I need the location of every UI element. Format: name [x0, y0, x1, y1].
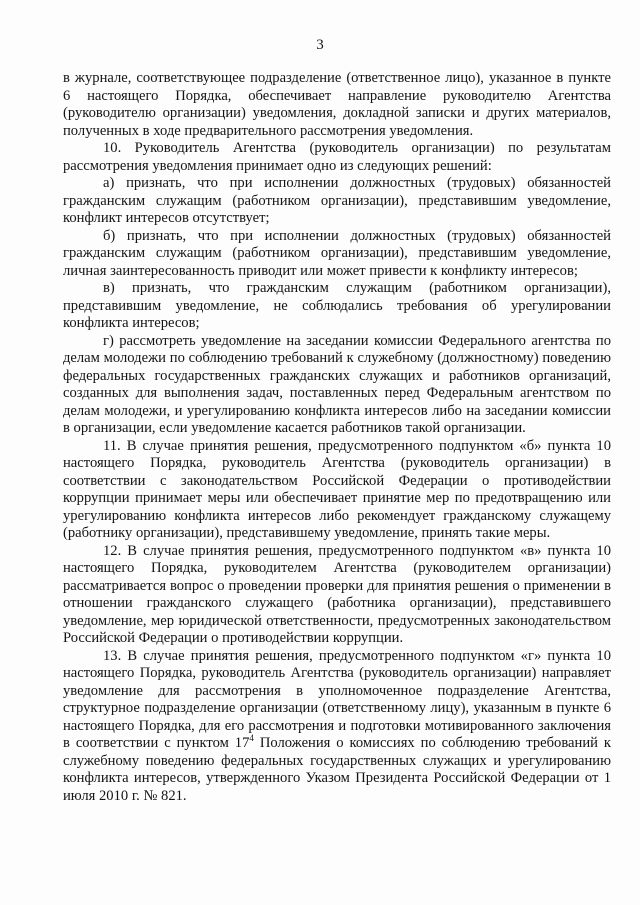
footnote-superscript: 4 — [249, 733, 254, 744]
document-body — [63, 70, 611, 805]
paragraph-continuation: в журнале, соответствующее подразделение (ответственное лицо), указанное в пункте 6 настоящего Порядка, обеспечивает направление руководителю Агентства (руководителю организации) уведомления, докладной записки и других материалов, полученных в ходе предварительного рассмотрения уведомления. — [63, 70, 611, 139]
paragraph-13 — [63, 648, 611, 806]
paragraph-10-b: б) признать, что при исполнении должностных (трудовых) обязанностей гражданским служащим (работником организации), представившим уведомление, личная заинтересованность приводит или может привести к конфликту интересов; — [63, 227, 611, 279]
paragraph-13-part-1: 13. В случае принятия решения, предусмотренного подпунктом «г» пункта 10 настоящего Порядка, руководитель Агентства (руководитель организации) направляет уведомление для рассмотрения в уполномоченное подразделение Агентства, структурное подразделение организации (ответственному лицу), указанным в пункте 6 настоящего Порядка, для его рассмотрения и подготовки мотивированного заключения в соответствии с пунктом 17 — [63, 647, 611, 751]
paragraph-10-g: г) рассмотреть уведомление на заседании комиссии Федерального агентства по делам молодежи по соблюдению требований к служебному (должностному) поведению федеральных государственных гражданских служащих и работников организаций, созданных для выполнения задач, поставленных перед Федеральным агентством по делам молодежи, и урегулированию конфликта интересов либо на заседании комиссии в организации, если уведомление касается работников такой организации. — [63, 332, 611, 436]
paragraph-10-v: в) признать, что гражданским служащим (работником организации), представившим уведомление, не соблюдались требования об урегулировании конфликта интересов; — [63, 280, 611, 331]
paragraph-10-a: а) признать, что при исполнении должностных (трудовых) обязанностей гражданским служащим (работником организации), представившим уведомление, конфликт интересов отсутствует; — [63, 175, 611, 226]
paragraph-10: 10. Руководитель Агентства (руководитель организации) по результатам рассмотрения уведомления принимает одно из следующих решений: — [63, 140, 611, 174]
paragraph-11: 11. В случае принятия решения, предусмотренного подпунктом «б» пункта 10 настоящего Порядка, руководитель Агентства (руководитель организации) в соответствии с законодательством Российской Федерации о противодействии коррупции принимает меры или обеспечивает принятие мер по предотвращению или урегулированию конфликта интересов либо рекомендует гражданскому служащему (работнику организации), представившему уведомление, принять такие меры. — [63, 437, 611, 541]
paragraph-13-part-2: Положения о комиссиях по соблюдению требований к служебному поведению федеральных государственных служащих и урегулированию конфликта интересов, утвержденного Указом Президента Российской Федерации от 1 июля 2010 г. № 821. — [63, 735, 611, 804]
paragraph-12: 12. В случае принятия решения, предусмотренного подпунктом «в» пункта 10 настоящего Порядка, руководителем Агентства (руководителем организации) рассматривается вопрос о проведении проверки для принятия решения о применении в отношении гражданского служащего (работника организации), представившего уведомление, мер юридической ответственности, предусмотренных законодательством Российской Федерации о противодействии коррупции. — [63, 542, 611, 646]
page-number: 3 — [316, 37, 324, 53]
